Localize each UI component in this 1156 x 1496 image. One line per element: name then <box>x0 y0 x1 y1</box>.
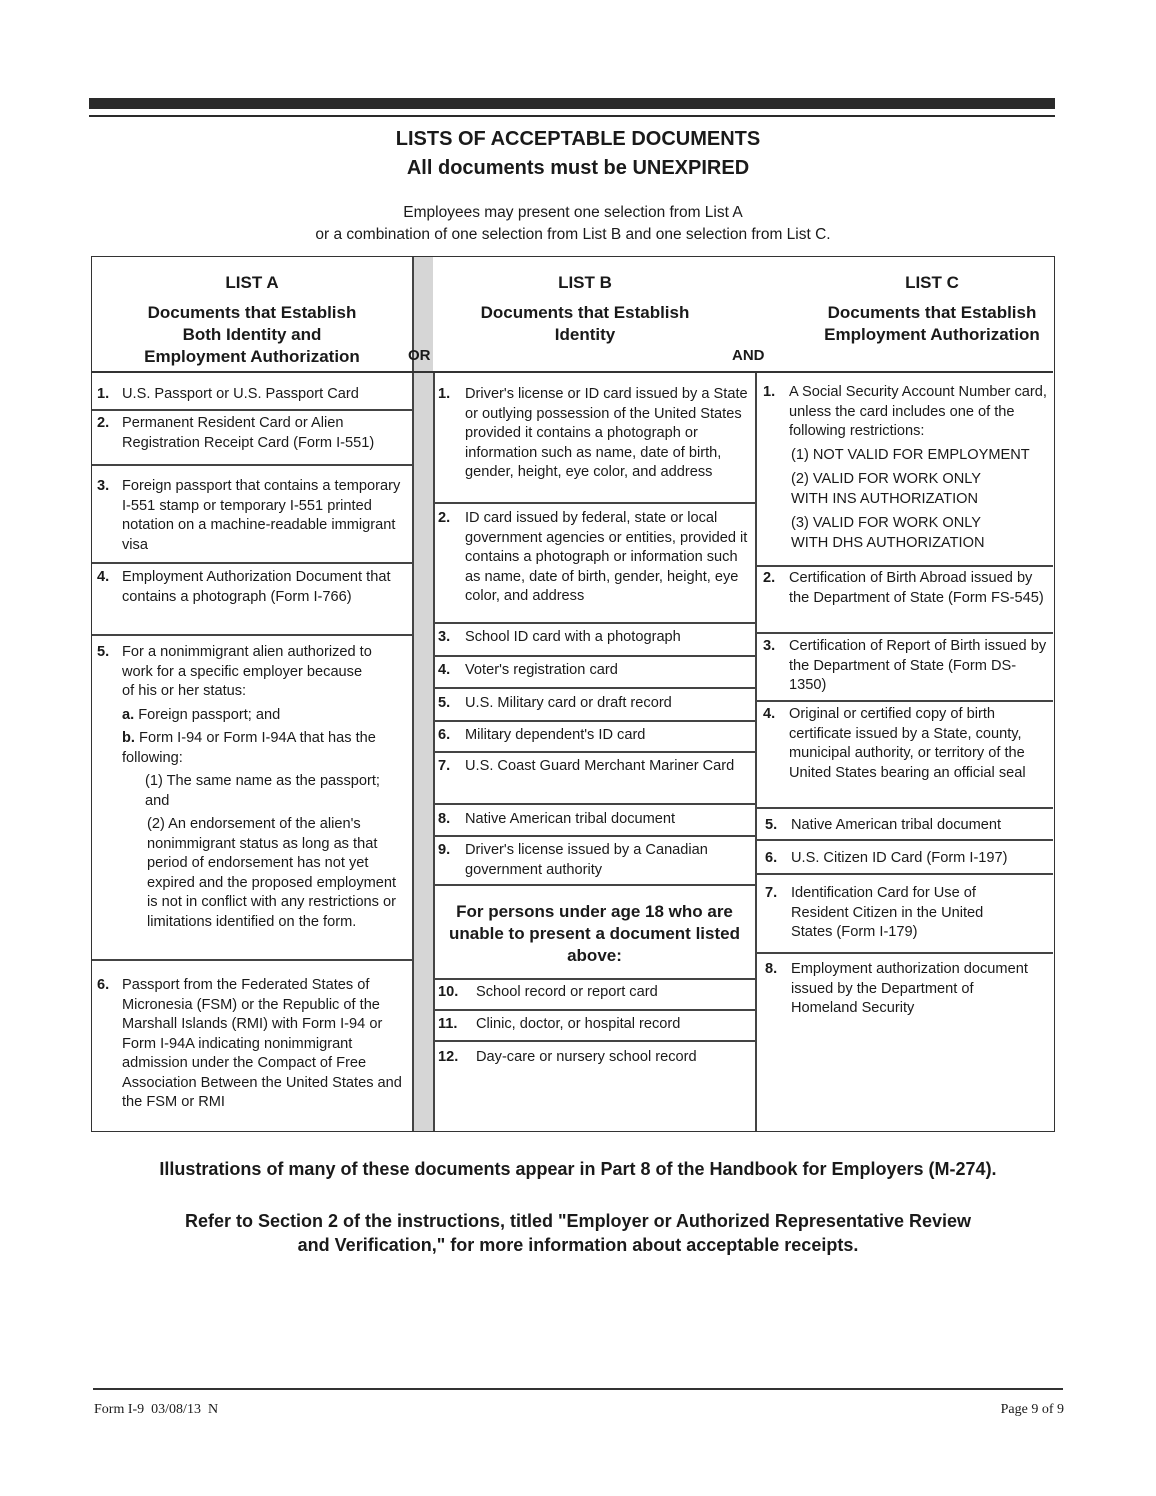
row-divider <box>433 978 755 980</box>
list-c-item-6 <box>765 849 1050 869</box>
list-c-desc-1: Documents that Establish <box>827 303 1037 322</box>
item-number: 5. <box>97 644 110 660</box>
row-divider <box>433 655 755 657</box>
item-number: 11. <box>438 1016 458 1032</box>
item-number: 5. <box>438 695 451 711</box>
item-text: Native American tribal document <box>465 811 676 827</box>
list-a-item-4 <box>97 568 403 607</box>
row-divider <box>433 884 755 886</box>
list-b-item-1 <box>438 385 750 483</box>
list-c-restriction-3: (3) VALID FOR WORK ONLY WITH DHS AUTHORIZATION <box>791 515 985 551</box>
page-subtitle: All documents must be UNEXPIRED <box>406 157 750 179</box>
row-divider <box>92 464 413 466</box>
list-b-item-7 <box>438 757 738 777</box>
row-divider <box>92 959 413 961</box>
refer-note <box>0 1209 1156 1257</box>
list-a-item-5b2: (2) An endorsement of the alien's nonimmigrant status as long as that period of endorsement has not yet expired and the proposed employment is not in conflict with any restrictions or limitations identified on the form. <box>147 816 397 930</box>
list-b-item-4 <box>438 661 750 681</box>
item-number: 7. <box>438 758 451 774</box>
list-b-item-12 <box>438 1048 750 1068</box>
item-text: Passport from the Federated States of Micronesia (FSM) or the Republic of the Marshall Islands (RMI) with Form I-94 or Form I-94A indicating nonimmigrant admission under the Compact of Free Association Between the United States and the FSM or RMI <box>122 977 402 1110</box>
item-number: 12. <box>438 1049 459 1065</box>
item-text: School record or report card <box>476 984 658 1000</box>
list-a-name: LIST A <box>225 273 279 292</box>
list-a-item-2 <box>97 414 409 453</box>
page-title: LISTS OF ACCEPTABLE DOCUMENTS <box>395 128 761 150</box>
list-c-item-2 <box>763 569 1048 608</box>
list-b-name: LIST B <box>558 273 612 292</box>
item-text: U.S. Military card or draft record <box>465 695 672 711</box>
item-text: Certification of Report of Birth issued by the Department of State (Form DS-1350) <box>789 638 1047 693</box>
row-divider <box>433 835 755 837</box>
row-divider <box>755 565 1053 567</box>
item-text: Permanent Resident Card or Alien Registration Receipt Card (Form I-551) <box>122 415 375 451</box>
list-a-desc-1: Documents that Establish <box>147 303 357 322</box>
list-b-item-10 <box>438 983 750 1003</box>
item-text: Driver's license or ID card issued by a State or outlying possession of the United States provided it contains a photograph or information such as name, date of birth, gender, height, eye color, and address <box>465 386 748 480</box>
item-number: 3. <box>97 478 110 494</box>
item-text: U.S. Passport or U.S. Passport Card <box>122 386 359 402</box>
intro-line-2: or a combination of one selection from List B and one selection from List C. <box>315 226 831 243</box>
list-b-item-11 <box>438 1015 750 1035</box>
list-a-desc-2: Both Identity and <box>182 325 322 344</box>
item-number: 9. <box>438 842 451 858</box>
row-divider <box>433 687 755 689</box>
item-number: 2. <box>97 415 110 431</box>
item-number: 8. <box>438 811 451 827</box>
intro-text <box>0 202 1146 246</box>
list-c-item-3 <box>763 637 1048 696</box>
item-number: 1. <box>97 386 110 402</box>
list-c-restriction-1: (1) NOT VALID FOR EMPLOYMENT <box>791 446 1030 463</box>
row-divider <box>755 952 1053 954</box>
row-divider <box>92 409 413 411</box>
refer-note-line-1: Refer to Section 2 of the instructions, titled "Employer or Authorized Representative Review <box>184 1211 971 1231</box>
item-number: 7. <box>765 885 778 901</box>
sub-text: Foreign passport; and <box>138 706 281 723</box>
item-number: 3. <box>438 629 451 645</box>
list-b-item-9 <box>438 841 750 880</box>
and-label: AND <box>732 347 765 364</box>
item-text: ID card issued by federal, state or local government agencies or entities, provided it contains a photograph or information such as name, date of birth, gender, height, eye color, and address <box>465 510 748 604</box>
item-text: Voter's registration card <box>465 662 618 678</box>
list-c-header <box>782 272 1082 346</box>
list-b-desc-1: Documents that Establish <box>480 303 690 322</box>
item-number: 2. <box>438 510 451 526</box>
item-number: 4. <box>438 662 451 678</box>
item-text: Foreign passport that contains a temporary I-551 stamp or temporary I-551 printed notation on a machine-readable immigrant visa <box>122 478 401 553</box>
list-a-item-5 <box>97 643 407 932</box>
refer-note-line-2: and Verification," for more information about acceptable receipts. <box>297 1235 859 1255</box>
item-number: 6. <box>765 850 778 866</box>
column-divider-bc <box>755 373 757 1131</box>
list-b-desc-2: Identity <box>554 325 616 344</box>
form-identifier: Form I-9 03/08/13 N <box>94 1402 219 1417</box>
intro-line-1: Employees may present one selection from List A <box>403 204 743 221</box>
illustrations-note: Illustrations of many of these documents appear in Part 8 of the Handbook for Employers (M-274). <box>159 1159 997 1179</box>
list-a-item-5b1: (1) The same name as the passport; and <box>145 773 380 809</box>
item-text: Driver's license issued by a Canadian government authority <box>465 842 708 878</box>
list-b-item-5 <box>438 694 750 714</box>
footer-rule <box>93 1388 1063 1390</box>
row-divider <box>433 502 755 504</box>
sub-label: a. <box>122 706 135 723</box>
or-separator-column <box>413 257 433 1131</box>
item-text: Clinic, doctor, or hospital record <box>476 1016 681 1032</box>
top-heavy-rule <box>89 98 1055 109</box>
item-text: Original or certified copy of birth certificate issued by a State, county, municipal authority, or territory of the United States bearing an official seal <box>789 706 1026 781</box>
item-number: 2. <box>763 570 776 586</box>
list-c-desc-2: Employment Authorization <box>824 325 1040 344</box>
row-divider <box>433 1009 755 1011</box>
or-label: OR <box>408 347 431 364</box>
item-number: 5. <box>765 817 778 833</box>
row-divider <box>755 807 1053 809</box>
list-c-item-8 <box>765 960 1040 1019</box>
row-divider <box>433 751 755 753</box>
column-divider-a <box>412 257 414 1131</box>
list-b-header <box>437 272 733 346</box>
item-number: 1. <box>438 386 451 402</box>
item-text: Identification Card for Use of Resident Citizen in the United States (Form I-179) <box>791 885 984 940</box>
sub-label: b. <box>122 730 135 746</box>
list-c-item-5 <box>765 816 1050 836</box>
item-text: For a nonimmigrant alien authorized to work for a specific employer because of his or her status: <box>122 644 372 699</box>
list-b-item-3 <box>438 628 750 648</box>
item-text: U.S. Coast Guard Merchant Mariner Card <box>465 758 735 774</box>
item-text: Military dependent's ID card <box>465 727 646 743</box>
list-a-item-1 <box>97 385 409 405</box>
item-number: 4. <box>763 706 776 722</box>
row-divider <box>433 622 755 624</box>
item-text: Day-care or nursery school record <box>476 1049 697 1065</box>
item-number: 8. <box>765 961 778 977</box>
list-b-item-2 <box>438 509 750 607</box>
row-divider <box>92 634 413 636</box>
row-divider <box>755 632 1053 634</box>
item-number: 10. <box>438 984 459 1000</box>
item-text: School ID card with a photograph <box>465 629 681 645</box>
row-divider <box>433 803 755 805</box>
item-number: 6. <box>97 977 110 993</box>
item-text: Employment Authorization Document that contains a photograph (Form I-766) <box>122 569 391 605</box>
list-c-name: LIST C <box>905 273 959 292</box>
item-number: 4. <box>97 569 110 585</box>
list-a-desc-3: Employment Authorization <box>144 347 360 366</box>
list-c-item-7 <box>765 884 1025 943</box>
list-b-item-6 <box>438 726 750 746</box>
item-number: 6. <box>438 727 451 743</box>
item-text: Native American tribal document <box>791 817 1002 833</box>
list-c-item-1 <box>763 383 1053 553</box>
sub-text: Form I-94 or Form I-94A that has the following: <box>122 730 376 766</box>
row-divider <box>433 720 755 722</box>
list-c-restriction-2: (2) VALID FOR WORK ONLY WITH INS AUTHORIZATION <box>791 471 981 507</box>
item-text: U.S. Citizen ID Card (Form I-197) <box>791 850 1008 866</box>
list-a-item-5b <box>97 729 407 768</box>
list-b-item-8 <box>438 810 750 830</box>
list-b-minor-note: For persons under age 18 who are unable to present a document listed above: <box>449 902 740 965</box>
list-a-item-5a <box>97 706 407 726</box>
item-text: Certification of Birth Abroad issued by the Department of State (Form FS-545) <box>789 570 1044 606</box>
row-divider <box>755 839 1053 841</box>
list-a-item-6 <box>97 976 407 1113</box>
item-number: 3. <box>763 638 776 654</box>
item-number: 1. <box>763 384 776 400</box>
row-divider <box>755 873 1053 875</box>
list-c-item-4 <box>763 705 1033 783</box>
list-a-header <box>102 272 402 368</box>
documents-table <box>91 256 1055 1132</box>
row-divider <box>92 562 413 564</box>
item-text: Employment authorization document issued by the Department of Homeland Security <box>791 961 1028 1016</box>
header-separator <box>92 371 1053 373</box>
item-text: A Social Security Account Number card, unless the card includes one of the following restrictions: <box>789 384 1047 439</box>
list-a-item-3 <box>97 477 403 555</box>
row-divider <box>755 700 1053 702</box>
top-thin-rule <box>89 115 1055 117</box>
row-divider <box>433 1040 755 1042</box>
page-number: Page 9 of 9 <box>1000 1402 1064 1417</box>
